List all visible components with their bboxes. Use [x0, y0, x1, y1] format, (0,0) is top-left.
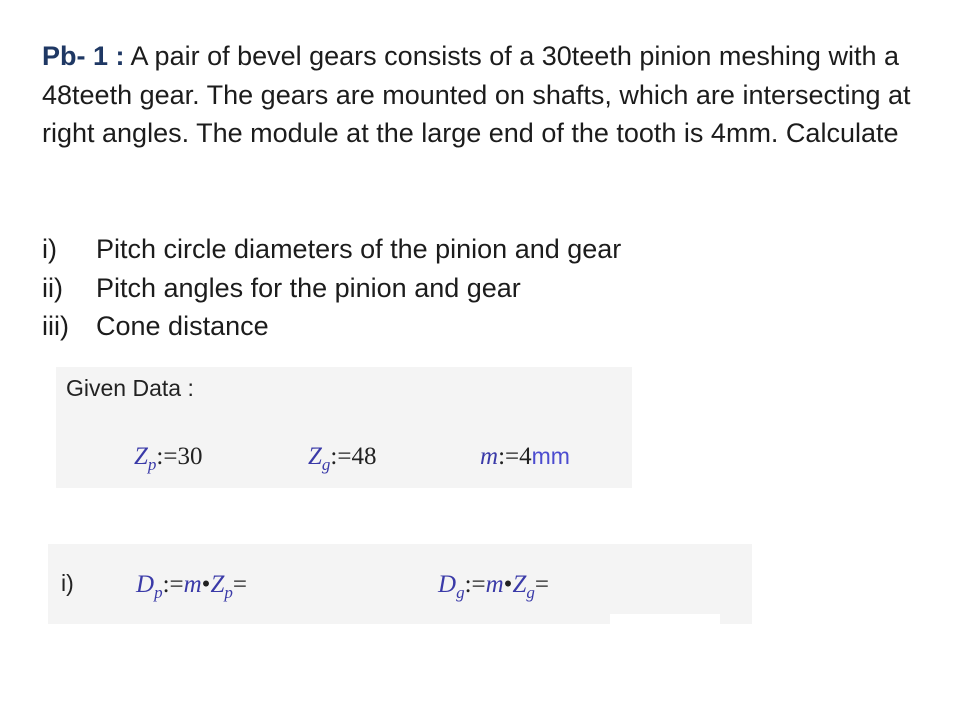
dp-teeth-variable: Z [210, 571, 225, 598]
question-number: ii) [42, 272, 63, 303]
dp-formula[interactable] [136, 571, 247, 603]
question-text: Cone distance [96, 311, 269, 341]
dp-define-operator: := [162, 571, 184, 598]
zg-variable: Z [308, 443, 322, 470]
m-value: 4 [519, 443, 532, 470]
problem-text: A pair of bevel gears consists of a 30teeth pinion meshing with a 48teeth gear. The gears are mounted on shafts, which are intersecting at right angles. The module at the large end of the tooth is 4mm. Calculate [42, 41, 911, 148]
question-text: Pitch angles for the pinion and gear [96, 272, 521, 303]
dg-subscript: g [456, 583, 465, 602]
dg-multiply-operator: • [503, 571, 513, 598]
dp-teeth-subscript: p [224, 583, 233, 602]
given-data-region[interactable] [56, 367, 632, 488]
question-list [42, 230, 621, 346]
zp-variable: Z [134, 443, 148, 470]
dg-define-operator: := [464, 571, 486, 598]
given-m-expression[interactable] [480, 443, 570, 471]
zp-value: 30 [177, 443, 203, 470]
m-define-operator: := [498, 443, 520, 470]
dp-equals: = [232, 571, 247, 598]
given-zp-expression[interactable] [134, 443, 202, 475]
given-zg-expression[interactable] [308, 443, 376, 475]
problem-label: Pb- 1 : [42, 41, 125, 71]
dg-formula[interactable] [438, 571, 549, 603]
zp-define-operator: := [156, 443, 178, 470]
dg-teeth-subscript: g [526, 583, 535, 602]
given-data-title: Given Data : [66, 375, 194, 401]
question-number: i) [42, 234, 57, 264]
formula-number: i) [61, 570, 74, 596]
zg-value: 48 [351, 443, 377, 470]
dg-teeth-variable: Z [512, 571, 527, 598]
question-item [42, 307, 621, 346]
dg-module-variable: m [485, 571, 504, 598]
question-text: Pitch circle diameters of the pinion and gear [96, 234, 622, 264]
dg-variable: D [438, 571, 457, 598]
dp-multiply-operator: • [201, 571, 211, 598]
dp-module-variable: m [183, 571, 202, 598]
zp-subscript: p [147, 455, 157, 474]
result-placeholder [610, 614, 720, 624]
dg-equals: = [534, 571, 549, 598]
question-number: iii) [42, 311, 69, 341]
m-unit: mm [531, 443, 570, 469]
formula-region[interactable] [48, 544, 752, 624]
problem-statement [42, 37, 922, 153]
m-variable: m [480, 443, 499, 470]
question-item [42, 269, 621, 308]
zg-define-operator: := [330, 443, 352, 470]
dp-subscript: p [154, 583, 163, 602]
question-item [42, 230, 621, 269]
dp-variable: D [136, 571, 155, 598]
zg-subscript: g [321, 455, 331, 474]
